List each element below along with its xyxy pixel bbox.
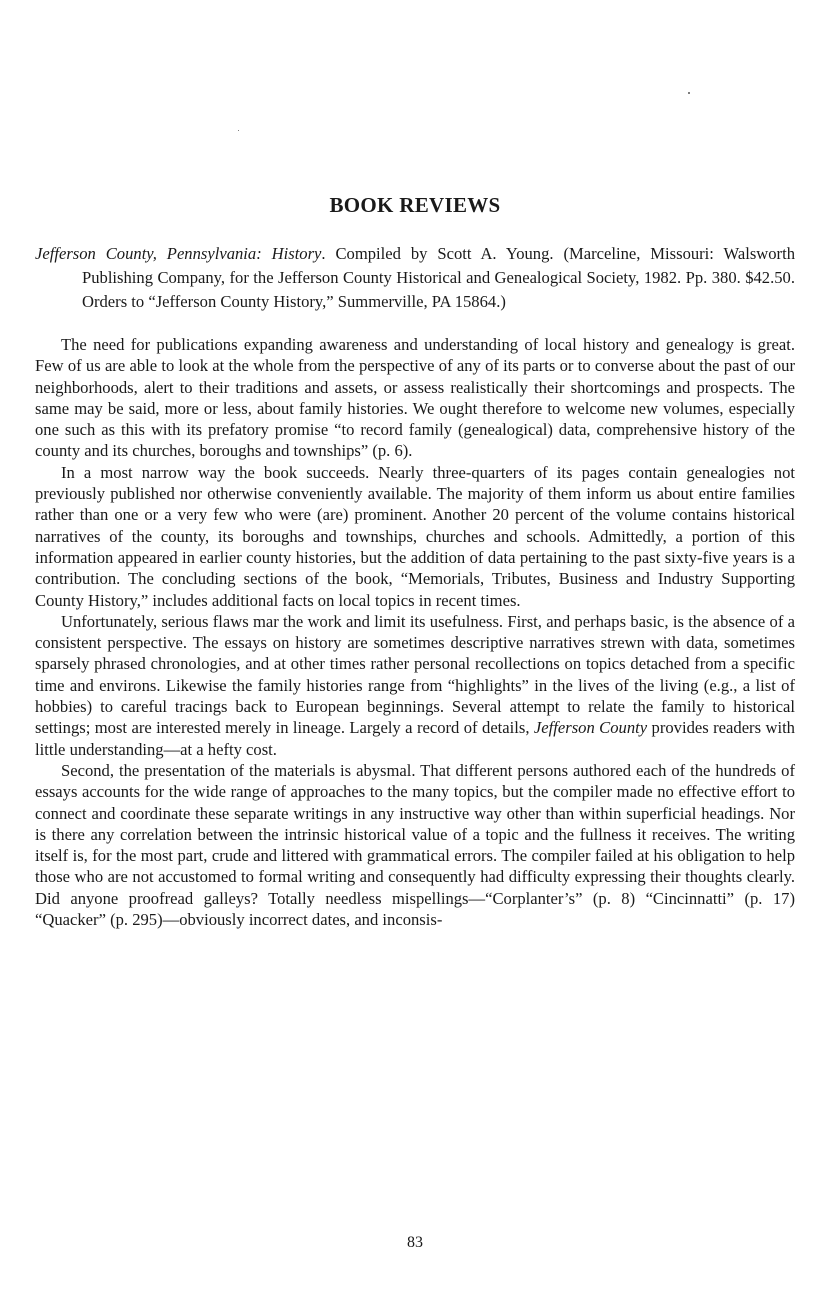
review-body bbox=[35, 334, 795, 930]
citation-details: . Compiled by Scott A. Young. (Marceline, Missouri: Walsworth Publishing Company, for the Jefferson County Historical and Genealogical Society, 1982. Pp. 380. $42.50. Orders to “Jefferson County History,” Summerville, PA 15864.) bbox=[82, 244, 795, 311]
book-citation bbox=[35, 242, 795, 314]
paragraph-text: provides readers with little understanding—at a hefty cost. bbox=[35, 718, 795, 759]
page-title: BOOK REVIEWS bbox=[329, 193, 501, 217]
scan-speck bbox=[688, 92, 690, 94]
page-number: 83 bbox=[407, 1234, 423, 1251]
paragraph bbox=[35, 611, 795, 760]
paragraph: In a most narrow way the book succeeds. Nearly three-quarters of its pages contain genealogies not previously published nor otherwise conveniently available. The majority of them inform us about entire families rather than one or a very few who were (are) prominent. Another 20 percent of the volume contains historical narratives of the county, its boroughs and townships, churches and schools. Admittedly, a portion of this information appeared in earlier county histories, but the addition of data pertaining to the past sixty-five years is a contribution. The concluding sections of the book, “Memorials, Tributes, Business and Industry Supporting County History,” includes additional facts on local topics in recent times. bbox=[35, 462, 795, 610]
paragraph: The need for publications expanding awareness and understanding of local history and genealogy is great. Few of us are able to look at the whole from the perspective of any of its parts or to converse about the past of our neighborhoods, alert to their traditions and assets, or assess realistically their shortcomings and prospects. The same may be said, more or less, about family histories. We ought therefore to welcome new volumes, especially one such as this with its prefatory promise “to record family (genealogical) data, comprehensive history of the county and its churches, boroughs and townships” (p. 6). bbox=[35, 335, 795, 461]
scan-speck bbox=[238, 130, 239, 131]
italic-book-title: Jefferson County bbox=[533, 718, 648, 738]
paragraph-text: Unfortunately, serious flaws mar the work and limit its usefulness. First, and perhaps basic, is the absence of a consistent perspective. The essays on history are sometimes descriptive narratives strewn with data, sometimes sparsely phrased chronologies, and at other times rather personal recollections on topics detached from a specific time and environs. Likewise the family histories range from “highlights” in the lives of the living (e.g., a list of hobbies) to careful tracings back to European beginnings. Several attempt to relate the family to historical settings; most are interested merely in lineage. Largely a record of details, bbox=[35, 611, 795, 738]
paragraph: Second, the presentation of the materials is abysmal. That different persons authored each of the hundreds of essays accounts for the wide range of approaches to the many topics, but the compiler made no effective effort to connect and coordinate these separate writings in any instructive way other than within superficial headings. Nor is there any correlation between the intrinsic historical value of a topic and the fullness it receives. The writing itself is, for the most part, crude and littered with grammatical errors. The compiler failed at his obligation to help those who are not accustomed to formal writing and consequently had difficulty expressing their thoughts clearly. Did anyone proofread galleys? Totally needless mispellings—“Corplanter’s” (p. 8) “Cincinnatti” (p. 17) “Quacker” (p. 295)—obviously incorrect dates, and inconsis- bbox=[35, 760, 795, 930]
book-title: Jefferson County, Pennsylvania: History bbox=[35, 244, 322, 263]
